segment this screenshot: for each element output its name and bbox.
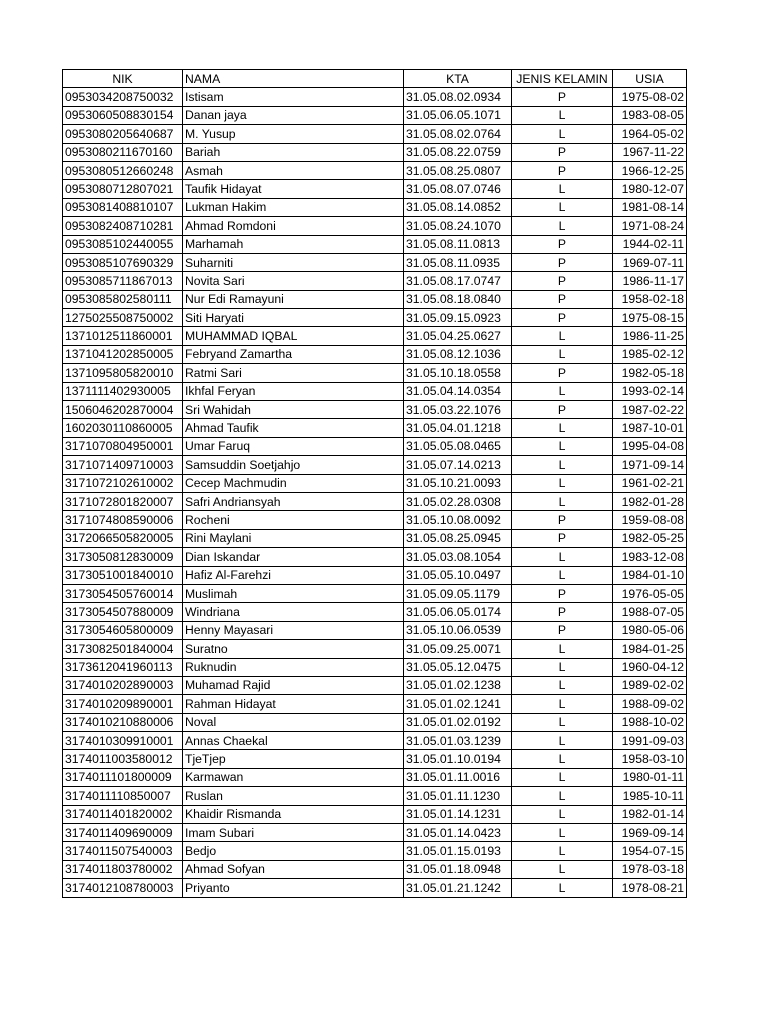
cell-usia[interactable]: 1987-02-22	[613, 401, 687, 419]
table-row[interactable]	[63, 180, 687, 198]
cell-nama[interactable]: Danan jaya	[183, 106, 404, 124]
cell-usia[interactable]: 1980-12-07	[613, 180, 687, 198]
cell-usia[interactable]: 1954-07-15	[613, 842, 687, 860]
cell-kta[interactable]: 31.05.08.02.0934	[404, 88, 512, 106]
member-sheet	[62, 69, 687, 898]
cell-nik[interactable]: 3174011803780002	[63, 860, 183, 878]
cell-jenis-kelamin[interactable]: L	[512, 437, 613, 455]
table-row[interactable]	[63, 566, 687, 584]
cell-jenis-kelamin[interactable]: P	[512, 253, 613, 271]
cell-nik[interactable]: 3173612041960113	[63, 658, 183, 676]
cell-nama[interactable]: MUHAMMAD IQBAL	[183, 327, 404, 345]
cell-nik[interactable]: 3174011110850007	[63, 787, 183, 805]
cell-nik[interactable]: 1275025508750002	[63, 309, 183, 327]
column-header-kta[interactable]: KTA	[404, 70, 512, 88]
cell-nama[interactable]: Cecep Machmudin	[183, 474, 404, 492]
cell-nik[interactable]: 3172066505820005	[63, 529, 183, 547]
cell-kta[interactable]: 31.05.10.06.0539	[404, 621, 512, 639]
cell-usia[interactable]: 1960-04-12	[613, 658, 687, 676]
cell-kta[interactable]: 31.05.08.18.0840	[404, 290, 512, 308]
cell-kta[interactable]: 31.05.08.11.0813	[404, 235, 512, 253]
cell-nama[interactable]: Muhamad Rajid	[183, 676, 404, 694]
table-row[interactable]	[63, 621, 687, 639]
cell-nama[interactable]: Rini Maylani	[183, 529, 404, 547]
table-row[interactable]	[63, 824, 687, 842]
cell-usia[interactable]: 1987-10-01	[613, 419, 687, 437]
cell-nik[interactable]: 1371012511860001	[63, 327, 183, 345]
cell-usia[interactable]: 1983-08-05	[613, 106, 687, 124]
cell-nik[interactable]: 3171070804950001	[63, 437, 183, 455]
cell-usia[interactable]: 1993-02-14	[613, 382, 687, 400]
cell-kta[interactable]: 31.05.02.28.0308	[404, 492, 512, 510]
table-row[interactable]	[63, 345, 687, 363]
cell-jenis-kelamin[interactable]: L	[512, 345, 613, 363]
table-row[interactable]	[63, 732, 687, 750]
cell-kta[interactable]: 31.05.04.14.0354	[404, 382, 512, 400]
table-row[interactable]	[63, 750, 687, 768]
cell-kta[interactable]: 31.05.01.21.1242	[404, 879, 512, 897]
cell-usia[interactable]: 1967-11-22	[613, 143, 687, 161]
cell-jenis-kelamin[interactable]: L	[512, 106, 613, 124]
header-row	[63, 70, 687, 88]
cell-nama[interactable]: Khaidir Rismanda	[183, 805, 404, 823]
cell-usia[interactable]: 1980-05-06	[613, 621, 687, 639]
table-row[interactable]	[63, 695, 687, 713]
table-row[interactable]	[63, 88, 687, 106]
cell-kta[interactable]: 31.05.08.22.0759	[404, 143, 512, 161]
cell-nik[interactable]: 0953085107690329	[63, 253, 183, 271]
cell-jenis-kelamin[interactable]: L	[512, 676, 613, 694]
cell-usia[interactable]: 1958-03-10	[613, 750, 687, 768]
cell-kta[interactable]: 31.05.03.22.1076	[404, 401, 512, 419]
table-row[interactable]	[63, 768, 687, 786]
cell-jenis-kelamin[interactable]: L	[512, 860, 613, 878]
cell-nama[interactable]: Umar Faruq	[183, 437, 404, 455]
cell-nama[interactable]: Priyanto	[183, 879, 404, 897]
cell-nik[interactable]: 0953080211670160	[63, 143, 183, 161]
cell-nik[interactable]: 3173082501840004	[63, 640, 183, 658]
cell-usia[interactable]: 1981-08-14	[613, 198, 687, 216]
cell-kta[interactable]: 31.05.01.15.0193	[404, 842, 512, 860]
cell-nama[interactable]: Samsuddin Soetjahjo	[183, 456, 404, 474]
cell-jenis-kelamin[interactable]: L	[512, 327, 613, 345]
cell-nik[interactable]: 3174010309910001	[63, 732, 183, 750]
cell-jenis-kelamin[interactable]: P	[512, 88, 613, 106]
cell-kta[interactable]: 31.05.01.11.0016	[404, 768, 512, 786]
cell-usia[interactable]: 1988-09-02	[613, 695, 687, 713]
cell-nik[interactable]: 3174010210880006	[63, 713, 183, 731]
cell-kta[interactable]: 31.05.06.05.0174	[404, 603, 512, 621]
cell-nama[interactable]: Ahmad Sofyan	[183, 860, 404, 878]
cell-usia[interactable]: 1971-08-24	[613, 217, 687, 235]
cell-nama[interactable]: Nur Edi Ramayuni	[183, 290, 404, 308]
cell-jenis-kelamin[interactable]: L	[512, 879, 613, 897]
cell-nama[interactable]: Istisam	[183, 88, 404, 106]
cell-usia[interactable]: 1988-07-05	[613, 603, 687, 621]
table-row[interactable]	[63, 253, 687, 271]
cell-kta[interactable]: 31.05.04.01.1218	[404, 419, 512, 437]
cell-kta[interactable]: 31.05.04.25.0627	[404, 327, 512, 345]
column-header-nik[interactable]: NIK	[63, 70, 183, 88]
table-row[interactable]	[63, 474, 687, 492]
cell-usia[interactable]: 1944-02-11	[613, 235, 687, 253]
column-header-usia[interactable]: USIA	[613, 70, 687, 88]
cell-jenis-kelamin[interactable]: L	[512, 750, 613, 768]
cell-usia[interactable]: 1969-09-14	[613, 824, 687, 842]
cell-usia[interactable]: 1964-05-02	[613, 125, 687, 143]
cell-kta[interactable]: 31.05.05.10.0497	[404, 566, 512, 584]
cell-jenis-kelamin[interactable]: P	[512, 401, 613, 419]
cell-nik[interactable]: 3171074808590006	[63, 511, 183, 529]
cell-kta[interactable]: 31.05.05.12.0475	[404, 658, 512, 676]
cell-nama[interactable]: Ruslan	[183, 787, 404, 805]
cell-nama[interactable]: Suharniti	[183, 253, 404, 271]
cell-kta[interactable]: 31.05.10.08.0092	[404, 511, 512, 529]
cell-kta[interactable]: 31.05.07.14.0213	[404, 456, 512, 474]
cell-nama[interactable]: Noval	[183, 713, 404, 731]
cell-nik[interactable]: 3174011101800009	[63, 768, 183, 786]
cell-usia[interactable]: 1975-08-02	[613, 88, 687, 106]
cell-nik[interactable]: 0953082408710281	[63, 217, 183, 235]
cell-nama[interactable]: Asmah	[183, 161, 404, 179]
table-row[interactable]	[63, 603, 687, 621]
cell-nik[interactable]: 0953085711867013	[63, 272, 183, 290]
cell-nama[interactable]: Karmawan	[183, 768, 404, 786]
cell-nama[interactable]: Suratno	[183, 640, 404, 658]
cell-jenis-kelamin[interactable]: P	[512, 364, 613, 382]
cell-usia[interactable]: 1991-09-03	[613, 732, 687, 750]
cell-nik[interactable]: 3174010202890003	[63, 676, 183, 694]
cell-kta[interactable]: 31.05.10.21.0093	[404, 474, 512, 492]
cell-usia[interactable]: 1978-08-21	[613, 879, 687, 897]
cell-jenis-kelamin[interactable]: L	[512, 566, 613, 584]
cell-usia[interactable]: 1980-01-11	[613, 768, 687, 786]
cell-nik[interactable]: 1506046202870004	[63, 401, 183, 419]
table-row[interactable]	[63, 125, 687, 143]
cell-usia[interactable]: 1984-01-10	[613, 566, 687, 584]
cell-nik[interactable]: 0953080205640687	[63, 125, 183, 143]
cell-jenis-kelamin[interactable]: P	[512, 584, 613, 602]
cell-nik[interactable]: 3174011507540003	[63, 842, 183, 860]
cell-nama[interactable]: Bedjo	[183, 842, 404, 860]
cell-nama[interactable]: Taufik Hidayat	[183, 180, 404, 198]
table-row[interactable]	[63, 143, 687, 161]
cell-nama[interactable]: M. Yusup	[183, 125, 404, 143]
table-row[interactable]	[63, 879, 687, 897]
cell-kta[interactable]: 31.05.01.14.1231	[404, 805, 512, 823]
table-row[interactable]	[63, 364, 687, 382]
cell-nama[interactable]: Windriana	[183, 603, 404, 621]
cell-jenis-kelamin[interactable]: L	[512, 492, 613, 510]
cell-nama[interactable]: Annas Chaekal	[183, 732, 404, 750]
cell-nik[interactable]: 0953081408810107	[63, 198, 183, 216]
cell-jenis-kelamin[interactable]: L	[512, 474, 613, 492]
cell-jenis-kelamin[interactable]: P	[512, 603, 613, 621]
cell-kta[interactable]: 31.05.01.10.0194	[404, 750, 512, 768]
cell-nik[interactable]: 3174012108780003	[63, 879, 183, 897]
cell-jenis-kelamin[interactable]: P	[512, 529, 613, 547]
cell-usia[interactable]: 1986-11-25	[613, 327, 687, 345]
cell-kta[interactable]: 31.05.01.18.0948	[404, 860, 512, 878]
cell-jenis-kelamin[interactable]: P	[512, 161, 613, 179]
cell-jenis-kelamin[interactable]: L	[512, 456, 613, 474]
cell-jenis-kelamin[interactable]: L	[512, 125, 613, 143]
cell-jenis-kelamin[interactable]: L	[512, 658, 613, 676]
cell-jenis-kelamin[interactable]: L	[512, 805, 613, 823]
cell-kta[interactable]: 31.05.08.11.0935	[404, 253, 512, 271]
cell-kta[interactable]: 31.05.09.05.1179	[404, 584, 512, 602]
cell-jenis-kelamin[interactable]: L	[512, 768, 613, 786]
cell-usia[interactable]: 1969-07-11	[613, 253, 687, 271]
cell-nama[interactable]: Novita Sari	[183, 272, 404, 290]
cell-kta[interactable]: 31.05.08.17.0747	[404, 272, 512, 290]
cell-nama[interactable]: TjeTjep	[183, 750, 404, 768]
cell-nik[interactable]: 0953080712807021	[63, 180, 183, 198]
cell-nama[interactable]: Muslimah	[183, 584, 404, 602]
cell-nama[interactable]: Sri Wahidah	[183, 401, 404, 419]
cell-jenis-kelamin[interactable]: L	[512, 382, 613, 400]
cell-usia[interactable]: 1961-02-21	[613, 474, 687, 492]
cell-usia[interactable]: 1988-10-02	[613, 713, 687, 731]
cell-nik[interactable]: 0953085102440055	[63, 235, 183, 253]
table-row[interactable]	[63, 382, 687, 400]
cell-nik[interactable]: 0953060508830154	[63, 106, 183, 124]
cell-nama[interactable]: Febryand Zamartha	[183, 345, 404, 363]
cell-usia[interactable]: 1982-01-14	[613, 805, 687, 823]
table-row[interactable]	[63, 492, 687, 510]
cell-usia[interactable]: 1984-01-25	[613, 640, 687, 658]
table-row[interactable]	[63, 327, 687, 345]
cell-kta[interactable]: 31.05.06.05.1071	[404, 106, 512, 124]
cell-jenis-kelamin[interactable]: L	[512, 732, 613, 750]
cell-usia[interactable]: 1975-08-15	[613, 309, 687, 327]
cell-jenis-kelamin[interactable]: L	[512, 640, 613, 658]
cell-kta[interactable]: 31.05.01.02.0192	[404, 713, 512, 731]
cell-nik[interactable]: 0953034208750032	[63, 88, 183, 106]
cell-nik[interactable]: 3174011003580012	[63, 750, 183, 768]
cell-nama[interactable]: Bariah	[183, 143, 404, 161]
table-row[interactable]	[63, 401, 687, 419]
table-header	[63, 70, 687, 88]
cell-jenis-kelamin[interactable]: P	[512, 143, 613, 161]
table-row[interactable]	[63, 437, 687, 455]
cell-nik[interactable]: 1602030110860005	[63, 419, 183, 437]
table-row[interactable]	[63, 658, 687, 676]
cell-usia[interactable]: 1982-05-25	[613, 529, 687, 547]
cell-nik[interactable]: 3171072801820007	[63, 492, 183, 510]
cell-nama[interactable]: Marhamah	[183, 235, 404, 253]
cell-usia[interactable]: 1982-01-28	[613, 492, 687, 510]
cell-kta[interactable]: 31.05.08.12.1036	[404, 345, 512, 363]
cell-nama[interactable]: Lukman Hakim	[183, 198, 404, 216]
cell-jenis-kelamin[interactable]: P	[512, 621, 613, 639]
cell-usia[interactable]: 1966-12-25	[613, 161, 687, 179]
cell-jenis-kelamin[interactable]: L	[512, 824, 613, 842]
cell-nik[interactable]: 3173050812830009	[63, 548, 183, 566]
cell-usia[interactable]: 1995-04-08	[613, 437, 687, 455]
cell-nik[interactable]: 0953085802580111	[63, 290, 183, 308]
table-row[interactable]	[63, 272, 687, 290]
cell-kta[interactable]: 31.05.03.08.1054	[404, 548, 512, 566]
table-row[interactable]	[63, 676, 687, 694]
table-row[interactable]	[63, 842, 687, 860]
cell-nik[interactable]: 1371111402930005	[63, 382, 183, 400]
cell-usia[interactable]: 1985-02-12	[613, 345, 687, 363]
cell-kta[interactable]: 31.05.09.25.0071	[404, 640, 512, 658]
cell-jenis-kelamin[interactable]: L	[512, 217, 613, 235]
member-table	[62, 69, 687, 898]
cell-nik[interactable]: 3171072102610002	[63, 474, 183, 492]
table-row[interactable]	[63, 805, 687, 823]
table-row[interactable]	[63, 787, 687, 805]
cell-nik[interactable]: 1371095805820010	[63, 364, 183, 382]
cell-usia[interactable]: 1978-03-18	[613, 860, 687, 878]
cell-nama[interactable]: Ahmad Romdoni	[183, 217, 404, 235]
cell-usia[interactable]: 1985-10-11	[613, 787, 687, 805]
cell-kta[interactable]: 31.05.08.25.0945	[404, 529, 512, 547]
cell-nik[interactable]: 3173054505760014	[63, 584, 183, 602]
table-row[interactable]	[63, 548, 687, 566]
table-row[interactable]	[63, 511, 687, 529]
cell-kta[interactable]: 31.05.10.18.0558	[404, 364, 512, 382]
cell-nik[interactable]: 3174010209890001	[63, 695, 183, 713]
cell-nama[interactable]: Hafiz Al-Farehzi	[183, 566, 404, 584]
table-row[interactable]	[63, 235, 687, 253]
cell-nama[interactable]: Ruknudin	[183, 658, 404, 676]
cell-kta[interactable]: 31.05.01.02.1238	[404, 676, 512, 694]
table-row[interactable]	[63, 161, 687, 179]
cell-nama[interactable]: Imam Subari	[183, 824, 404, 842]
cell-nik[interactable]: 3174011401820002	[63, 805, 183, 823]
cell-usia[interactable]: 1986-11-17	[613, 272, 687, 290]
table-row[interactable]	[63, 106, 687, 124]
cell-nik[interactable]: 3173054507880009	[63, 603, 183, 621]
cell-nama[interactable]: Ahmad Taufik	[183, 419, 404, 437]
cell-nama[interactable]: Rocheni	[183, 511, 404, 529]
cell-nama[interactable]: Henny Mayasari	[183, 621, 404, 639]
cell-jenis-kelamin[interactable]: P	[512, 235, 613, 253]
cell-nik[interactable]: 3173051001840010	[63, 566, 183, 584]
table-row[interactable]	[63, 309, 687, 327]
table-row[interactable]	[63, 713, 687, 731]
table-row[interactable]	[63, 584, 687, 602]
cell-nama[interactable]: Dian Iskandar	[183, 548, 404, 566]
cell-usia[interactable]: 1959-08-08	[613, 511, 687, 529]
cell-nik[interactable]: 3171071409710003	[63, 456, 183, 474]
cell-usia[interactable]: 1958-02-18	[613, 290, 687, 308]
table-row[interactable]	[63, 217, 687, 235]
cell-usia[interactable]: 1976-05-05	[613, 584, 687, 602]
cell-jenis-kelamin[interactable]: P	[512, 272, 613, 290]
cell-jenis-kelamin[interactable]: L	[512, 198, 613, 216]
cell-kta[interactable]: 31.05.01.14.0423	[404, 824, 512, 842]
table-row[interactable]	[63, 640, 687, 658]
cell-jenis-kelamin[interactable]: L	[512, 548, 613, 566]
cell-nama[interactable]: Ikhfal Feryan	[183, 382, 404, 400]
cell-nama[interactable]: Safri Andriansyah	[183, 492, 404, 510]
cell-jenis-kelamin[interactable]: P	[512, 290, 613, 308]
cell-jenis-kelamin[interactable]: P	[512, 511, 613, 529]
table-row[interactable]	[63, 290, 687, 308]
cell-nama[interactable]: Ratmi Sari	[183, 364, 404, 382]
cell-nik[interactable]: 3173054605800009	[63, 621, 183, 639]
cell-nik[interactable]: 3174011409690009	[63, 824, 183, 842]
cell-usia[interactable]: 1989-02-02	[613, 676, 687, 694]
table-row[interactable]	[63, 860, 687, 878]
cell-kta[interactable]: 31.05.08.24.1070	[404, 217, 512, 235]
cell-usia[interactable]: 1983-12-08	[613, 548, 687, 566]
cell-usia[interactable]: 1971-09-14	[613, 456, 687, 474]
cell-jenis-kelamin[interactable]: L	[512, 419, 613, 437]
cell-kta[interactable]: 31.05.01.02.1241	[404, 695, 512, 713]
cell-kta[interactable]: 31.05.08.02.0764	[404, 125, 512, 143]
table-body	[63, 88, 687, 897]
table-row[interactable]	[63, 419, 687, 437]
cell-jenis-kelamin[interactable]: L	[512, 180, 613, 198]
table-row[interactable]	[63, 456, 687, 474]
cell-kta[interactable]: 31.05.01.03.1239	[404, 732, 512, 750]
cell-kta[interactable]: 31.05.08.25.0807	[404, 161, 512, 179]
cell-jenis-kelamin[interactable]: L	[512, 713, 613, 731]
cell-kta[interactable]: 31.05.08.14.0852	[404, 198, 512, 216]
cell-kta[interactable]: 31.05.08.07.0746	[404, 180, 512, 198]
cell-jenis-kelamin[interactable]: L	[512, 842, 613, 860]
column-header-jenis-kelamin[interactable]: JENIS KELAMIN	[512, 70, 613, 88]
cell-nama[interactable]: Siti Haryati	[183, 309, 404, 327]
cell-kta[interactable]: 31.05.09.15.0923	[404, 309, 512, 327]
column-header-nama[interactable]: NAMA	[183, 70, 404, 88]
cell-nik[interactable]: 0953080512660248	[63, 161, 183, 179]
cell-jenis-kelamin[interactable]: L	[512, 695, 613, 713]
cell-kta[interactable]: 31.05.01.11.1230	[404, 787, 512, 805]
cell-usia[interactable]: 1982-05-18	[613, 364, 687, 382]
cell-jenis-kelamin[interactable]: L	[512, 787, 613, 805]
cell-kta[interactable]: 31.05.05.08.0465	[404, 437, 512, 455]
table-row[interactable]	[63, 198, 687, 216]
cell-jenis-kelamin[interactable]: P	[512, 309, 613, 327]
cell-nama[interactable]: Rahman Hidayat	[183, 695, 404, 713]
table-row[interactable]	[63, 529, 687, 547]
cell-nik[interactable]: 1371041202850005	[63, 345, 183, 363]
